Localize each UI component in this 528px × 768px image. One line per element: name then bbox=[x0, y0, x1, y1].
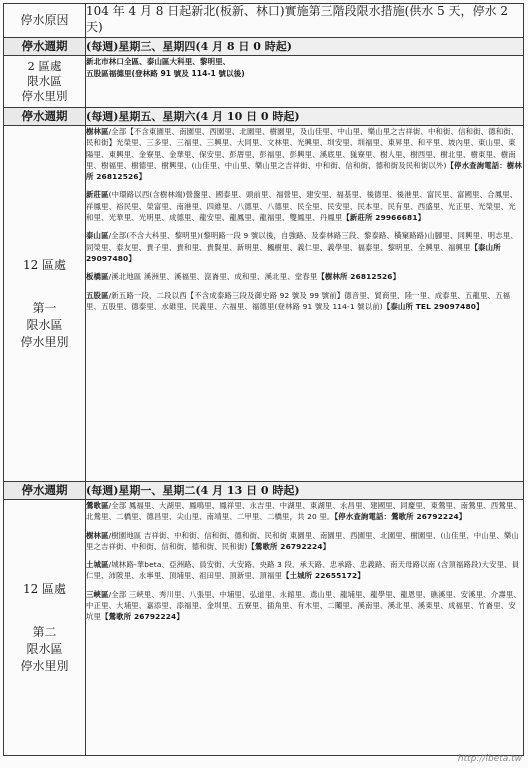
zone1-week-text: (每週)星期五、星期六(4 月 10 日 0 時起) bbox=[86, 110, 300, 123]
hotline-text: 【停水查詢電話：樹林所 26812526】 bbox=[86, 160, 522, 182]
zone1-label-a: 12 區處 bbox=[22, 257, 67, 272]
zone3-week bbox=[86, 482, 524, 500]
cycle-label bbox=[4, 38, 86, 56]
district-block bbox=[86, 559, 523, 582]
reason-text: 104 年 4 月 8 日起新北(板新、林口)實施第三階段限水措施(供水 5 天，停水 2 天) bbox=[86, 4, 524, 38]
cycle-label-text: 停水週期 bbox=[21, 39, 68, 53]
hotline-text: 【樹林所 26812526】 bbox=[317, 272, 401, 282]
zone2-week-text: (每週)星期三、星期四(4 月 8 日 0 時起) bbox=[86, 40, 292, 53]
district-block bbox=[86, 290, 523, 313]
hotline-text: 【鶯歌所 26792224】 bbox=[101, 612, 184, 622]
district-name: 泰山區 bbox=[86, 231, 109, 241]
zone1-label-d: 停水里別 bbox=[20, 334, 69, 349]
zone1-label-b: 第一 bbox=[32, 300, 57, 315]
district-text: 大科里、黎明里、 bbox=[169, 57, 231, 66]
district-text: /全部 鳳福里、大湖里、鳳鳴里、鳳祥里、永吉里、中湖里、東湖里、永昌里、建國里、同慶里、東鶯里、南鶯里、西鶯里、北鶯里、二橋里、德昌里、尖山里、南靖里、二甲里、二橋里，共 20 里。 bbox=[86, 501, 521, 522]
zone3-row bbox=[4, 500, 524, 756]
district-block bbox=[86, 589, 523, 623]
zone2-label-a: 2 區處 bbox=[27, 59, 62, 73]
zone2-content bbox=[86, 56, 524, 108]
reason-label: 停水原因 bbox=[4, 4, 86, 38]
district-name: 五股區 bbox=[86, 68, 109, 78]
zone3-label-c: 限水區 bbox=[26, 641, 63, 656]
zone1-row bbox=[4, 126, 524, 482]
site-watermark: http://ibeta.tw bbox=[457, 754, 522, 764]
zone2-week bbox=[86, 38, 524, 56]
district-text: /樹園地區 吉祥街、中和街、信和街、德和街、民和街 東園里、南園里、西園里、北園里、樹園里、(山佳里、中山里、樂山里之吉祥街、中和街、信和街、德和街、民和街) bbox=[86, 530, 519, 551]
district-text: /新五路一段、二段以西【不含成泰路三段及御史路 92 號及 99 號前】德音里、貿商里、陸一里、成泰里、五龍里、五福里、五股里、德泰里、水碓里、民義里、六福里、福德里(登林路 91 號及 114-1 號以前) bbox=[86, 290, 511, 311]
district-text: /全部(不含大科里、黎明里)(黎明路一段 9 號以後，自強路、及泰林路三段、黎泰路、橫窠路路)山腳里、同興里、明志里、同榮里、泰友里、貴子里、貴和里、貴賢里、新明里、楓樹里、義仁里、義學里、福泰里、黎明里、全興里、福興里 bbox=[86, 231, 518, 252]
district-text: 福德里(登林路 91 號及 114-1 號以後) bbox=[108, 68, 245, 78]
district-name: 樹林區 bbox=[86, 127, 109, 136]
zone3-label-b: 第二 bbox=[32, 624, 57, 639]
zone1-cycle-row bbox=[4, 108, 524, 126]
district-name: 新北市林口全區、泰山區 bbox=[86, 57, 170, 66]
zone1-week bbox=[86, 108, 524, 126]
cycle-label-text: 停水週期 bbox=[21, 109, 68, 123]
district-block bbox=[86, 530, 523, 553]
hotline-text: 【新莊所 29966681】 bbox=[342, 213, 426, 223]
hotline-text: 【泰山所 TEL 29097480】 bbox=[382, 301, 484, 311]
zone3-content bbox=[86, 500, 524, 756]
zone3-label-a: 12 區處 bbox=[22, 581, 67, 596]
district-block bbox=[86, 189, 523, 223]
district-text: /城林路-華beta、亞洲路、員安街、大安路、央路 3 段、承天路、忠承路、忠義路、南天母路以南 (含頂福路段)大安里、員仁里、沛陂里、永寧里、頂埔里、祖田里、頂新里、頂福里 bbox=[86, 560, 520, 581]
cycle-label-text: 停水週期 bbox=[21, 483, 68, 497]
district-block bbox=[86, 126, 523, 182]
district-name: 土城區 bbox=[86, 560, 109, 570]
cycle-label bbox=[4, 108, 86, 126]
hotline-text: 【土城所 22655172】 bbox=[282, 571, 365, 581]
zone2-cycle-row bbox=[4, 38, 524, 56]
district-name: 新莊區 bbox=[86, 190, 109, 200]
zone3-week-text: (每週)星期一、星期二(4 月 13 日 0 時起) bbox=[86, 484, 300, 497]
district-name: 板橋區 bbox=[86, 272, 109, 282]
district-block bbox=[86, 271, 523, 282]
district-name: 五股區 bbox=[86, 290, 109, 300]
reason-row bbox=[4, 4, 524, 38]
zone1-label bbox=[4, 126, 86, 482]
district-name: 樹林區 bbox=[86, 530, 109, 540]
zone3-label-d: 停水里別 bbox=[20, 658, 69, 673]
zone1-label-c: 限水區 bbox=[26, 317, 63, 332]
cycle-label bbox=[4, 482, 86, 500]
district-text: (中環路以西(含樹林端)營盤里、國泰里、頭前里、福營里、建安里、福基里、後德里、後港里、富民里、富國里、合鳳里、祥鳳里、裕民里、榮富里、南港里、四維里、八德里、八德里、民全里、民安里、民本里、民有里、西盛里、光正里、光榮里、光和里、光華里、光明里、成德里、龍安里、龍鳳里、龍福里、雙鳳里、丹鳳里 bbox=[86, 190, 518, 223]
water-restriction-table bbox=[3, 3, 524, 756]
zone2-row bbox=[4, 56, 524, 108]
district-name: 三峽區 bbox=[86, 589, 109, 599]
hotline-text: 【泰山所 29097480】 bbox=[86, 242, 501, 263]
hotline-text: 【鶯歌所 26792224】 bbox=[247, 541, 331, 551]
district-name: 鶯歌區 bbox=[86, 501, 109, 510]
zone3-label bbox=[4, 500, 86, 756]
district-text: /全部 三峽里、秀川里、八張里、中埔里、弘道里、永館里、鳶山里、龍埔里、龍學里、龍恩里、礁溪里、安溪里、介壽里、中正里、大埔里、嘉添里、添福里、金圳里、五寮里、插角里、有木里、二鬮里、溪南里、溪北里、溪東里、成福里、竹崙里、安坑里 bbox=[86, 589, 521, 622]
hotline-text: 【停水查詢電話：鶯歌所 26792224】 bbox=[334, 512, 467, 522]
zone1-content bbox=[86, 126, 524, 482]
zone2-label-c: 停水里別 bbox=[21, 89, 68, 103]
district-block bbox=[86, 500, 523, 523]
zone2-line-2 bbox=[86, 68, 523, 80]
district-text: /溪北地區 溪洲里、溪福里、崑崙里、成和里、溪北里、堂春里 bbox=[108, 272, 318, 282]
zone2-line-1 bbox=[86, 56, 523, 68]
zone2-label bbox=[4, 56, 86, 108]
district-block bbox=[86, 230, 523, 264]
zone3-cycle-row bbox=[4, 482, 524, 500]
zone2-label-b: 限水區 bbox=[27, 74, 62, 88]
district-text: /全部【不含東園里、南園里、西園里、北園里、樹園里，及山佳里、中山里、樂山里之吉祥街、中和街、信和街、德和街、民和街】光榮里、三多里、三福里、三興里、大同里、文林里、光興里、圳安里、圳福里、東昇里、和平里、坡內里、東山里、東陽里、東興里、金寮里、金華里、保安里、彭厝里、彭福里、彭興里、溪底里、獇寮里、樹人里、樹西里、樹北里、樹東里、樹南里、樹福里、樹德里、樹興里、(山佳里、中山里、樂山里之吉祥街、中和街、信和街、德和街及民和街以外) bbox=[86, 127, 519, 170]
